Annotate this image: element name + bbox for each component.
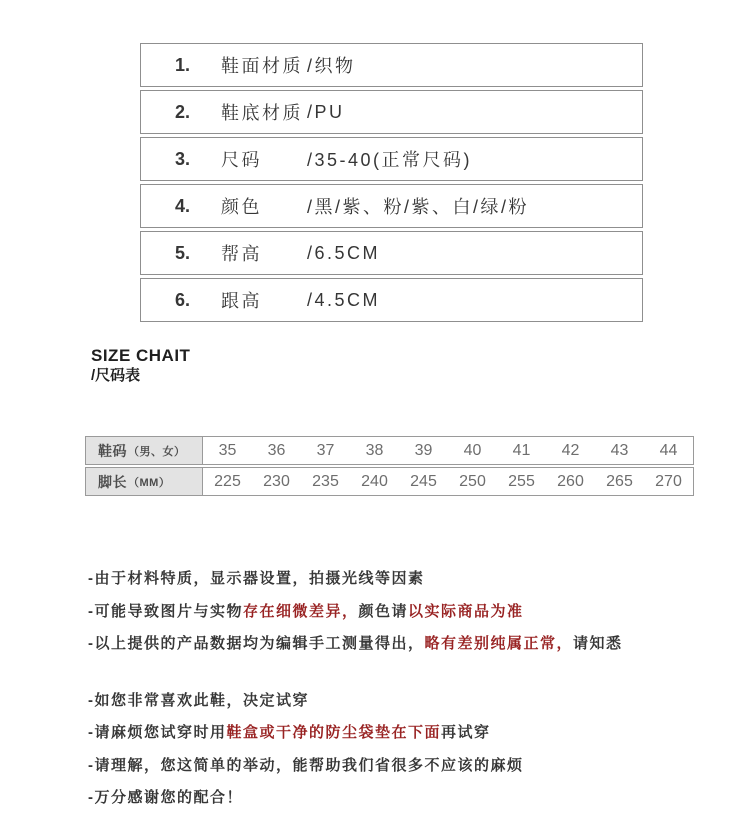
note-line	[88, 717, 623, 750]
size-chart-table	[85, 436, 694, 498]
size-chart-cell: 44	[659, 441, 678, 459]
size-chart-cell: 35	[218, 441, 237, 459]
size-chart-row-1	[85, 436, 694, 465]
note-line	[88, 628, 623, 661]
spec-row-number: 3.	[175, 148, 191, 169]
spec-row-number: 2.	[175, 101, 191, 122]
size-chart-cell: 240	[361, 472, 388, 490]
spec-row-5	[140, 231, 643, 275]
spec-row-value: /6.5CM	[307, 242, 381, 263]
size-chart-cell: 265	[606, 472, 633, 490]
note-text-red: 略有差别纯属正常，	[424, 635, 574, 652]
size-chart-cell: 39	[414, 441, 433, 459]
note-text: -如您非常喜欢此鞋，决定试穿	[88, 691, 309, 709]
note-line	[88, 596, 623, 629]
spec-row-label: 鞋面材质	[221, 56, 303, 76]
spec-table	[140, 43, 643, 325]
size-chart-row-2	[85, 467, 694, 496]
size-chart-row-header-sub: （男、女）	[128, 445, 186, 458]
size-chart-cell: 250	[459, 472, 486, 490]
size-chart-cell: 245	[410, 472, 437, 490]
spec-row-label: 鞋底材质	[221, 103, 303, 123]
spec-row-label: 帮高	[221, 244, 262, 264]
size-chart-cell: 43	[610, 441, 629, 459]
size-chart-cell: 37	[316, 441, 335, 459]
size-chart-cell: 230	[263, 472, 290, 490]
note-text: -请麻烦您试穿时用	[88, 724, 227, 741]
size-chart-cell: 255	[508, 472, 535, 490]
spec-row-1	[140, 43, 643, 87]
size-chart-cell: 38	[365, 441, 384, 459]
size-chart-cell: 41	[512, 441, 531, 459]
note-text: 请知悉	[573, 635, 623, 652]
spec-row-number: 4.	[175, 195, 191, 216]
note-text: -请理解，您这简单的举动，能帮助我们省很多不应该的麻烦	[88, 756, 524, 774]
size-chart-cell: 36	[267, 441, 286, 459]
note-text-red: 存在细微差异，	[243, 602, 359, 620]
size-chart-row-header	[86, 437, 203, 464]
note-text: -可能导致图片与实物	[88, 602, 243, 620]
spec-row-value: /35-40(正常尺码)	[307, 150, 473, 170]
spec-row-label: 跟高	[221, 291, 262, 311]
note-block-1	[88, 563, 623, 661]
spec-row-value: /PU	[307, 101, 345, 122]
note-block-2	[88, 685, 623, 815]
size-chart-row-header-label: 鞋码	[98, 442, 127, 459]
note-text: 颜色请	[358, 602, 409, 620]
size-chart-row-header	[86, 468, 203, 495]
note-text: 再试穿	[441, 724, 491, 741]
notes-section	[88, 563, 623, 815]
spec-row-4	[140, 184, 643, 228]
note-text: -万分感谢您的配合！	[88, 789, 243, 806]
spec-row-value: /织物	[307, 56, 356, 76]
size-chart-heading	[91, 346, 190, 386]
spec-row-6	[140, 278, 643, 322]
size-chart-cell: 235	[312, 472, 339, 490]
note-text: -以上提供的产品数据均为编辑手工测量得出，	[88, 635, 425, 652]
spec-row-number: 5.	[175, 242, 191, 263]
spec-row-number: 6.	[175, 289, 191, 310]
size-chart-cell: 270	[655, 472, 682, 490]
size-chart-cell: 42	[561, 441, 580, 459]
note-line	[88, 750, 623, 783]
size-chart-row-header-label: 脚长	[98, 473, 127, 490]
note-line	[88, 685, 623, 718]
spec-row-value: /黑/紫、粉/紫、白/绿/粉	[307, 197, 530, 217]
size-chart-cell: 40	[463, 441, 482, 459]
spec-row-label: 颜色	[221, 197, 262, 217]
note-text-red: 鞋盒或干净的防尘袋垫在下面	[226, 724, 442, 741]
spec-row-number: 1.	[175, 54, 191, 75]
size-chart-row-header-sub: （MM）	[128, 476, 171, 489]
spec-row-3	[140, 137, 643, 181]
size-chart-title-en: SIZE CHAIT	[91, 346, 191, 365]
size-chart-cell: 260	[557, 472, 584, 490]
note-line	[88, 563, 623, 596]
note-text-red: 以实际商品为准	[408, 602, 524, 620]
note-text: -由于材料特质，显示器设置，拍摄光线等因素	[88, 570, 425, 587]
size-chart-title-zh: /尺码表	[91, 367, 141, 384]
spec-row-2	[140, 90, 643, 134]
note-line	[88, 782, 623, 815]
spec-row-label: 尺码	[221, 150, 262, 170]
spec-row-value: /4.5CM	[307, 289, 381, 310]
size-chart-cell: 225	[214, 472, 241, 490]
